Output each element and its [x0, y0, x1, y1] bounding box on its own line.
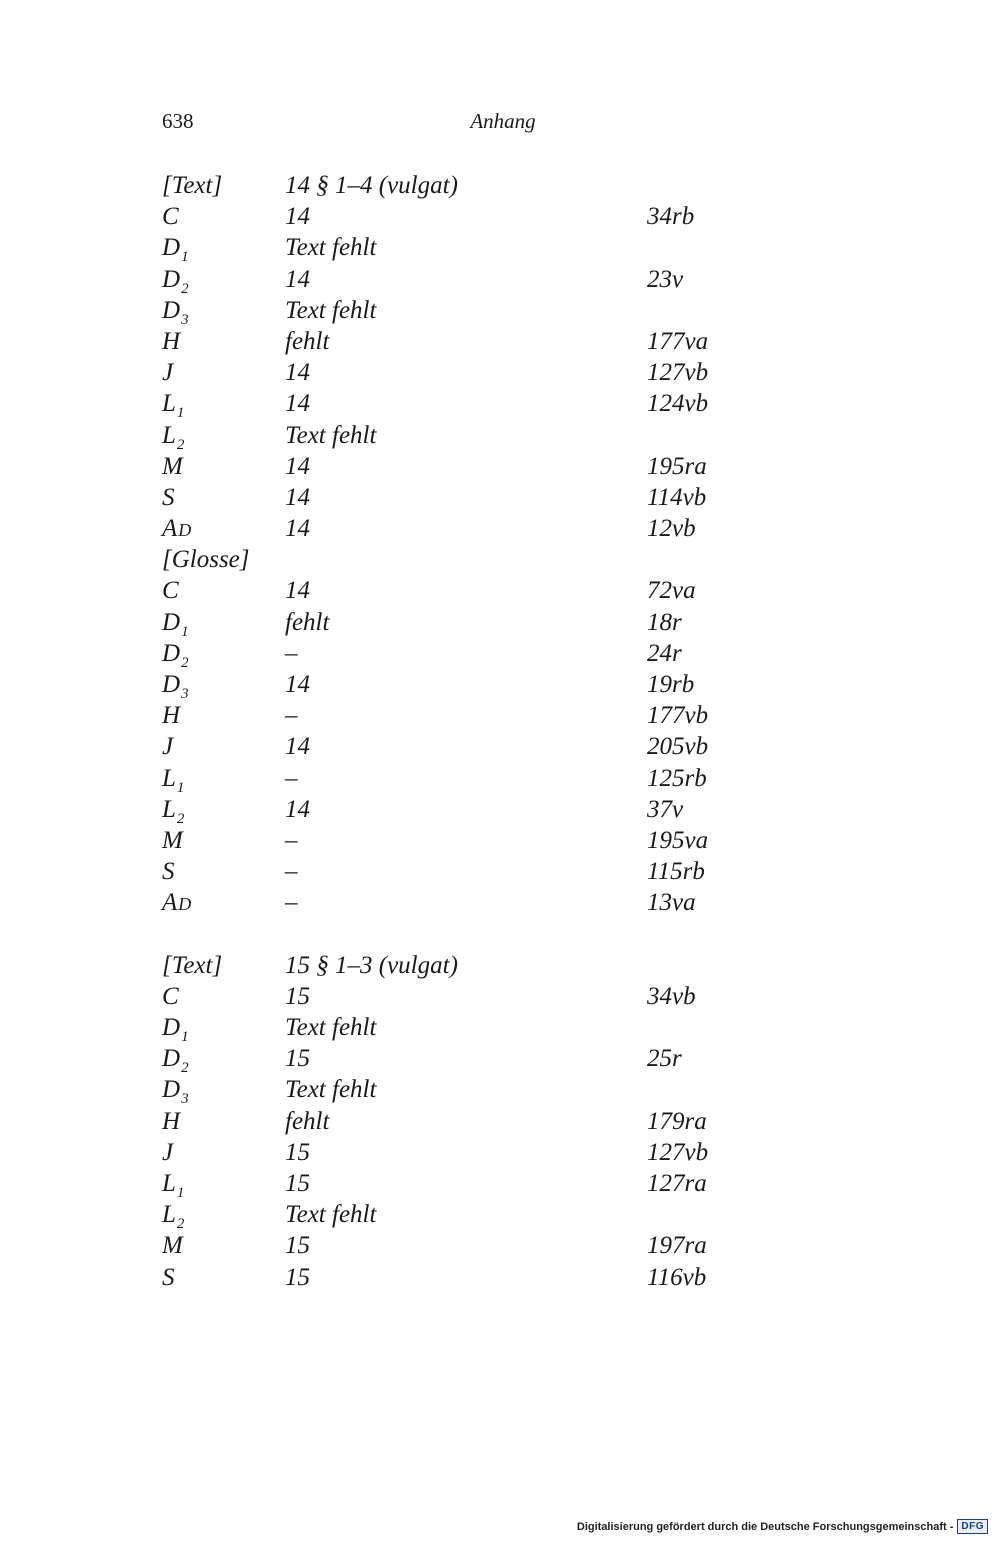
siglum-subscript: 2	[176, 1216, 185, 1233]
siglum: D	[162, 1014, 181, 1042]
table-row	[162, 887, 762, 918]
siglum-cell	[162, 201, 179, 232]
siglum-cell	[162, 1262, 175, 1293]
folio-cell: 195va	[647, 826, 709, 854]
siglum-cell	[162, 700, 180, 731]
table-row	[162, 1168, 762, 1199]
table-row	[162, 388, 762, 422]
siglum: J	[162, 733, 174, 761]
table-row	[162, 1230, 762, 1261]
folio-cell: 34rb	[647, 203, 695, 231]
folio-cell: 195ra	[647, 452, 707, 480]
siglum-cell	[162, 232, 189, 267]
siglum-subscript: 1	[176, 405, 185, 422]
chapter-cell: 14	[285, 577, 310, 605]
chapter-cell: Text fehlt	[285, 234, 377, 262]
chapter-cell: 15	[285, 1045, 310, 1073]
table-row	[162, 575, 762, 606]
siglum: D	[162, 639, 181, 667]
folio-cell: 124vb	[647, 390, 709, 418]
siglum-cell	[162, 1168, 184, 1203]
siglum: H	[162, 327, 181, 355]
siglum-cell	[162, 1074, 189, 1109]
siglum-subscript: 1	[176, 779, 185, 796]
chapter-cell: 14	[285, 203, 310, 231]
table-row	[162, 1043, 762, 1077]
table-row	[162, 1012, 762, 1046]
siglum: J	[162, 1138, 174, 1166]
table-row	[162, 700, 762, 731]
chapter-cell: –	[285, 702, 298, 730]
chapter-cell: Text fehlt	[285, 421, 377, 449]
table-row	[162, 451, 762, 482]
siglum-cell	[162, 544, 250, 575]
folio-cell: 127vb	[647, 359, 709, 387]
chapter-cell: –	[285, 764, 298, 792]
folio-cell: 24r	[647, 639, 682, 667]
siglum: L	[162, 795, 176, 823]
siglum-cell	[162, 1137, 173, 1168]
funding-note: Digitalisierung gefördert durch die Deutsche Forschungsgemeinschaft -	[576, 1520, 954, 1533]
table-row	[162, 264, 762, 295]
siglum-cell	[162, 825, 183, 856]
siglum-subscript: 3	[181, 686, 189, 702]
folio-cell: 18r	[647, 608, 682, 636]
siglum-subscript: 2	[181, 654, 189, 671]
folio-cell: 72va	[647, 577, 696, 605]
siglum: M	[162, 1232, 183, 1260]
digitization-footer	[577, 1519, 988, 1534]
siglum-subscript: 3	[181, 311, 189, 328]
chapter-cell: 15 § 1–3 (vulgat)	[285, 951, 458, 979]
siglum: M	[162, 452, 183, 480]
folio-cell: 127vb	[647, 1138, 709, 1166]
siglum-subscript: 1	[181, 623, 189, 640]
siglum-subscript: 2	[176, 436, 185, 453]
siglum-cell	[162, 357, 173, 388]
table-row	[162, 357, 762, 388]
siglum-cell	[162, 638, 189, 673]
siglum: H	[162, 702, 181, 730]
table-row	[162, 638, 762, 669]
siglum-cell	[162, 295, 189, 330]
folio-cell: 205vb	[647, 733, 709, 761]
chapter-cell: 14	[285, 483, 310, 511]
siglum-cell	[162, 1012, 189, 1047]
chapter-cell: –	[285, 826, 298, 854]
chapter-cell: 15	[285, 1232, 310, 1260]
siglum: A	[162, 515, 178, 543]
folio-cell: 179ra	[647, 1107, 707, 1135]
table-row	[162, 513, 762, 544]
siglum: L	[162, 390, 176, 418]
siglum-cell	[162, 264, 189, 299]
chapter-cell: 14	[285, 265, 310, 293]
chapter-cell: fehlt	[285, 608, 330, 636]
siglum: L	[162, 1170, 176, 1197]
chapter-cell: Text fehlt	[285, 1014, 377, 1042]
table-row	[162, 544, 762, 575]
folio-cell: 197ra	[647, 1232, 707, 1260]
siglum-subscript: 2	[181, 1060, 189, 1077]
siglum: S	[162, 858, 175, 886]
table-row	[162, 669, 762, 700]
table-row	[162, 170, 762, 201]
folio-cell: 23v	[647, 265, 684, 293]
running-title: Anhang	[470, 109, 536, 133]
siglum: H	[162, 1107, 181, 1135]
table-row	[162, 1262, 762, 1293]
siglum-cell	[162, 731, 173, 762]
siglum: J	[162, 359, 174, 387]
siglum-cell	[162, 669, 189, 704]
siglum: [Text]	[162, 172, 223, 199]
chapter-cell: 14	[285, 515, 310, 543]
siglum-cell	[162, 420, 184, 455]
siglum: D	[162, 296, 181, 324]
siglum: C	[162, 982, 179, 1010]
siglum: L	[162, 764, 176, 792]
folio-cell: 177va	[647, 327, 709, 355]
siglum: D	[162, 608, 181, 636]
siglum: S	[162, 483, 175, 511]
table-row	[162, 763, 762, 794]
table-row	[162, 1074, 762, 1108]
siglum: D	[162, 265, 181, 293]
table-row	[162, 201, 762, 232]
siglum: L	[162, 1201, 176, 1229]
folio-cell: 13va	[647, 889, 696, 917]
table-row	[162, 607, 762, 638]
siglum-cell	[162, 794, 184, 829]
folio-cell: 125rb	[647, 764, 707, 792]
siglum-cell	[162, 326, 180, 357]
folio-cell: 25r	[647, 1045, 682, 1073]
table-row	[162, 420, 762, 451]
table-row	[162, 232, 762, 266]
table-row	[162, 1106, 762, 1137]
folio-cell: 12vb	[647, 515, 696, 543]
table-row	[162, 981, 762, 1012]
folio-cell: 19rb	[647, 671, 695, 698]
chapter-cell: 14	[285, 390, 310, 418]
table-row	[162, 1137, 762, 1168]
siglum: D	[162, 671, 181, 698]
chapter-cell: fehlt	[285, 327, 330, 355]
siglum: A	[162, 889, 178, 917]
folio-cell: 34vb	[647, 982, 696, 1010]
table-row	[162, 295, 762, 326]
folio-cell: 115rb	[647, 858, 705, 886]
folio-cell: 116vb	[647, 1263, 707, 1291]
chapter-cell: 15	[285, 982, 310, 1010]
chapter-cell: fehlt	[285, 1107, 330, 1135]
siglum: [Text]	[162, 951, 223, 979]
siglum-cell	[162, 950, 222, 981]
folio-cell: 177vb	[647, 702, 709, 730]
chapter-cell: 14	[285, 733, 310, 761]
siglum-cell	[162, 1043, 189, 1078]
siglum-cell	[162, 451, 183, 482]
siglum-cell	[162, 388, 184, 423]
table-row	[162, 950, 762, 981]
chapter-cell: –	[285, 858, 298, 886]
chapter-cell: 14	[285, 671, 310, 698]
siglum-smallcap: D	[178, 894, 192, 915]
chapter-cell: 14	[285, 359, 310, 387]
folio-cell: 37v	[647, 795, 684, 823]
siglum-subscript: 2	[176, 810, 185, 827]
siglum: C	[162, 577, 179, 605]
siglum: M	[162, 826, 183, 854]
siglum-subscript: 1	[176, 1185, 185, 1201]
table-row	[162, 825, 762, 856]
page-number: 638	[162, 109, 194, 133]
folio-cell: 114vb	[647, 483, 707, 511]
siglum-cell	[162, 607, 189, 642]
chapter-cell: –	[285, 639, 298, 667]
siglum-cell	[162, 575, 179, 606]
folio-cell: 127ra	[647, 1170, 707, 1197]
siglum-cell	[162, 170, 222, 201]
siglum-subscript: 2	[181, 280, 189, 297]
table-row	[162, 1199, 762, 1233]
chapter-cell: Text fehlt	[285, 1201, 377, 1229]
manuscript-concordance-table	[162, 170, 762, 1293]
siglum: D	[162, 1076, 181, 1104]
siglum-cell	[162, 856, 175, 887]
siglum: D	[162, 234, 181, 262]
chapter-cell: Text fehlt	[285, 296, 377, 324]
siglum: [Glosse]	[162, 546, 250, 574]
siglum-cell	[162, 981, 179, 1012]
siglum-cell	[162, 1230, 183, 1261]
chapter-cell: Text fehlt	[285, 1076, 377, 1104]
table-row	[162, 326, 762, 357]
siglum: S	[162, 1263, 175, 1291]
dfg-logo: DFG	[957, 1519, 988, 1534]
chapter-cell: 14	[285, 795, 310, 823]
siglum-cell	[162, 482, 175, 513]
chapter-cell: 15	[285, 1263, 310, 1291]
siglum: C	[162, 203, 179, 231]
siglum-cell	[162, 1199, 184, 1234]
chapter-cell: 15	[285, 1138, 310, 1166]
siglum-cell	[162, 1106, 180, 1137]
table-row	[162, 794, 762, 825]
chapter-cell: 14 § 1–4 (vulgat)	[285, 172, 458, 199]
siglum-subscript: 1	[181, 1029, 189, 1046]
siglum-cell	[162, 513, 191, 546]
siglum-subscript: 3	[181, 1091, 189, 1108]
chapter-cell: 14	[285, 452, 310, 480]
chapter-cell: –	[285, 889, 298, 917]
siglum: L	[162, 421, 176, 449]
table-row	[162, 856, 762, 887]
siglum-cell	[162, 763, 184, 798]
siglum-subscript: 1	[181, 249, 189, 266]
table-row	[162, 731, 762, 762]
chapter-cell: 15	[285, 1170, 310, 1197]
siglum: D	[162, 1045, 181, 1073]
siglum-cell	[162, 887, 191, 920]
siglum-smallcap: D	[178, 520, 192, 541]
table-row	[162, 482, 762, 513]
